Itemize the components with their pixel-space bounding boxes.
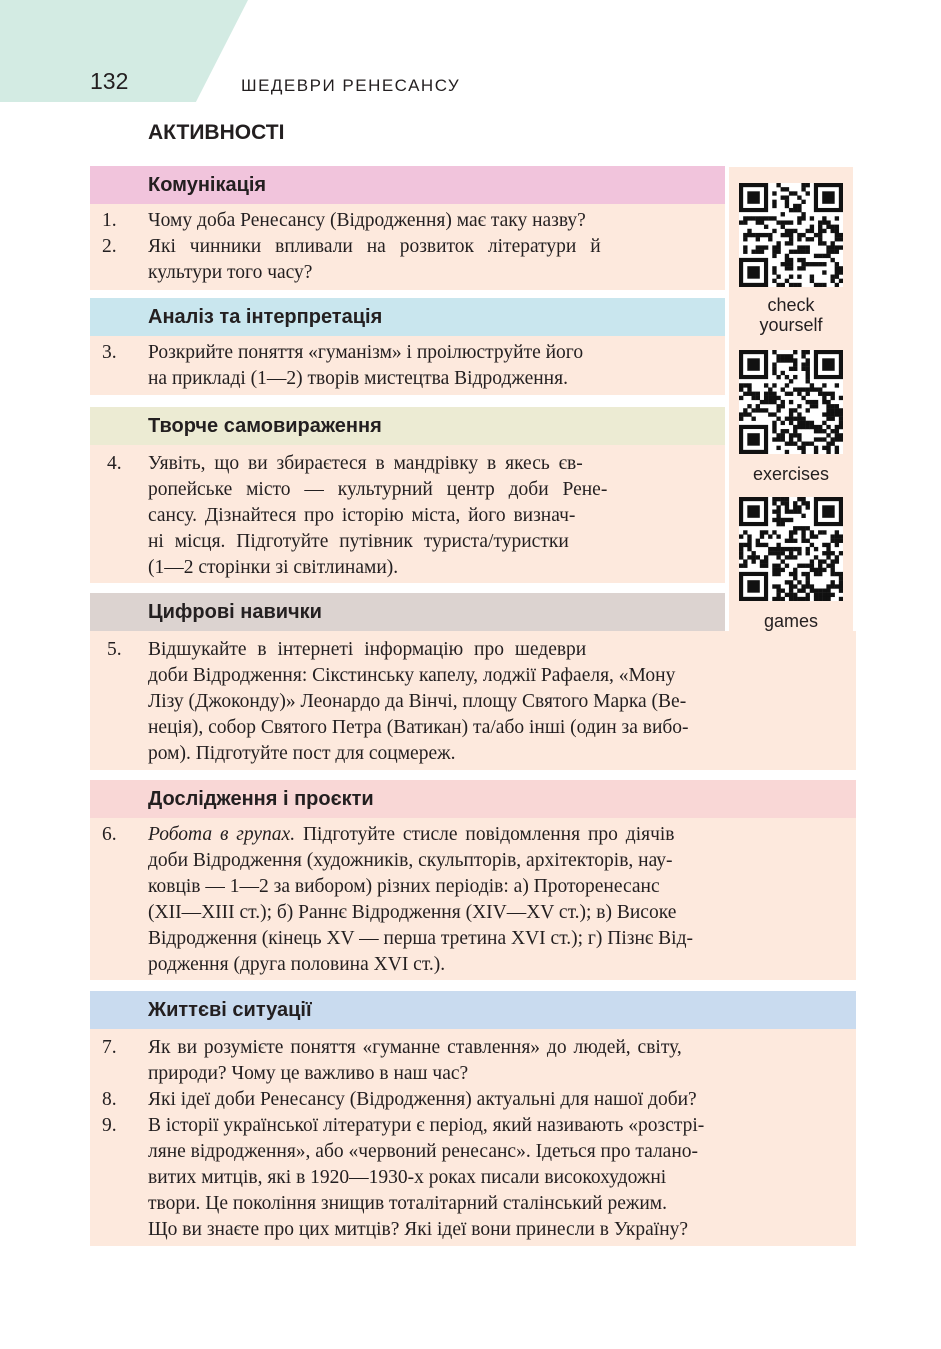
task-text-line [148,822,844,848]
task-text-line: родження (друга половина XVI ст.). [148,954,446,975]
section-heading: Дослідження і проєкти [90,780,856,818]
section-body [90,445,725,583]
task-text-line: витих митців, які в 1920—1930-х роках писали високохудожні [148,1167,667,1188]
task-italic-lead: Робота в групах. [148,824,296,845]
qr-exercises[interactable] [729,350,853,484]
page-title: АКТИВНОСТІ [148,121,285,144]
running-title: ШЕДЕВРИ РЕНЕСАНСУ [241,76,461,95]
qr-label-line: yourself [759,315,823,335]
task-item [90,1113,844,1243]
section-heading: Життєві ситуації [90,991,856,1029]
task-text-line: ляне відродження», або «червоний ренесанс». Ідеться про талано- [148,1141,699,1162]
task-number: 4. [107,453,122,474]
task-number: 9. [102,1115,117,1136]
qr-code-icon[interactable] [739,350,843,454]
task-text-line: Які чинники впливали на розвиток літератури й [148,236,601,257]
task-text-line: Відродження (кінець XV — перша третина XVI ст.); г) Пізнє Від- [148,928,694,949]
task-number: 5. [107,639,122,660]
task-item [90,1087,844,1113]
task-number: 3. [102,342,117,363]
task-text-line: ковців — 1—2 за вибором) різних періодів: а) Проторенесанс [148,876,660,897]
task-text-line: Відшукайте в інтернеті інформацію про шедеври [148,639,587,660]
task-number: 2. [102,236,117,257]
section-body [90,204,725,290]
section-communication [90,166,725,290]
task-text-line: сансу. Дізнайтеся про історію міста, його визнач- [148,505,576,526]
task-text-line: (1—2 сторінки зі світлинами). [148,557,399,578]
task-text-line: культури того часу? [148,262,313,283]
section-body [90,818,856,980]
task-number: 8. [102,1089,117,1110]
task-number: 1. [102,210,117,231]
section-analysis [90,298,725,395]
task-text-line: Як ви розумієте поняття «гуманне ставлення» до людей, світу, [148,1037,682,1058]
task-item [90,451,762,581]
qr-label [729,295,853,335]
page-number: 132 [90,68,129,94]
section-body [90,1029,856,1246]
task-text-line: Чому доба Ренесансу (Відродження) має таку назву? [148,210,586,231]
qr-label [729,611,853,631]
qr-panel [729,167,853,641]
section-heading: Комунікація [90,166,725,204]
qr-label-line: check [767,295,815,315]
task-number: 7. [102,1037,117,1058]
qr-label-line: games [763,611,819,631]
task-item [90,234,762,286]
qr-code-icon[interactable] [739,183,843,287]
section-heading: Аналіз та інтерпретація [90,298,725,336]
task-item [90,208,762,234]
task-text-line: доби Відродження: Сікстинську капелу, лоджії Рафаеля, «Мону [148,665,676,686]
task-text-line: Що ви знаєте про цих митців? Які ідеї вони принесли в Україну? [148,1219,689,1240]
task-text-line: (XII—XIII ст.); б) Раннє Відродження (XIV—XV ст.); в) Високе [148,902,677,923]
qr-label [729,464,853,484]
section-research [90,780,856,980]
task-text-line: ні місця. Підготуйте путівник туриста/туристки [148,531,569,552]
qr-games[interactable] [729,497,853,631]
qr-label-line: exercises [752,464,830,484]
task-item [90,637,844,767]
task-text-line: твори. Це покоління знищив тоталітарний сталінський режим. [148,1193,667,1214]
task-item [90,340,762,392]
task-text-line: Які ідеї доби Ренесансу (Відродження) актуальні для нашої доби? [148,1089,697,1110]
section-life-situations [90,991,856,1246]
task-text-line: Лізу (Джоконду)» Леонардо да Вінчі, площу Святого Марка (Ве- [148,691,687,712]
qr-check-yourself[interactable] [729,183,853,335]
task-text-line: доби Відродження (художників, скульпторів, архітекторів, нау- [148,850,673,871]
qr-code-icon[interactable] [739,497,843,601]
section-body [90,631,856,770]
task-text-line: на прикладі (1—2) творів мистецтва Відродження. [148,368,568,389]
section-creative [90,407,725,583]
task-text-line: Уявіть, що ви збираєтеся в мандрівку в якесь єв- [148,453,583,474]
task-text-fragment: Підготуйте стисле повідомлення про діячів [295,824,675,845]
task-item [90,822,844,978]
task-text-line: неція), собор Святого Петра (Ватикан) та/або інші (один за вибо- [148,717,689,738]
section-heading: Цифрові навички [90,593,725,631]
task-number: 6. [102,824,117,845]
task-text-line: Розкрийте поняття «гуманізм» і проілюструйте його [148,342,584,363]
section-heading: Творче самовираження [90,407,725,445]
task-text-line: ром). Підготуйте пост для соцмереж. [148,743,456,764]
section-body [90,336,725,395]
task-item [90,1035,844,1087]
task-text-line: В історії української літератури є період, який називають «розстрі- [148,1115,705,1136]
task-text-line: ропейське місто — культурний центр доби Ренe- [148,479,608,500]
task-text-line: природи? Чому це важливо в наш час? [148,1063,469,1084]
